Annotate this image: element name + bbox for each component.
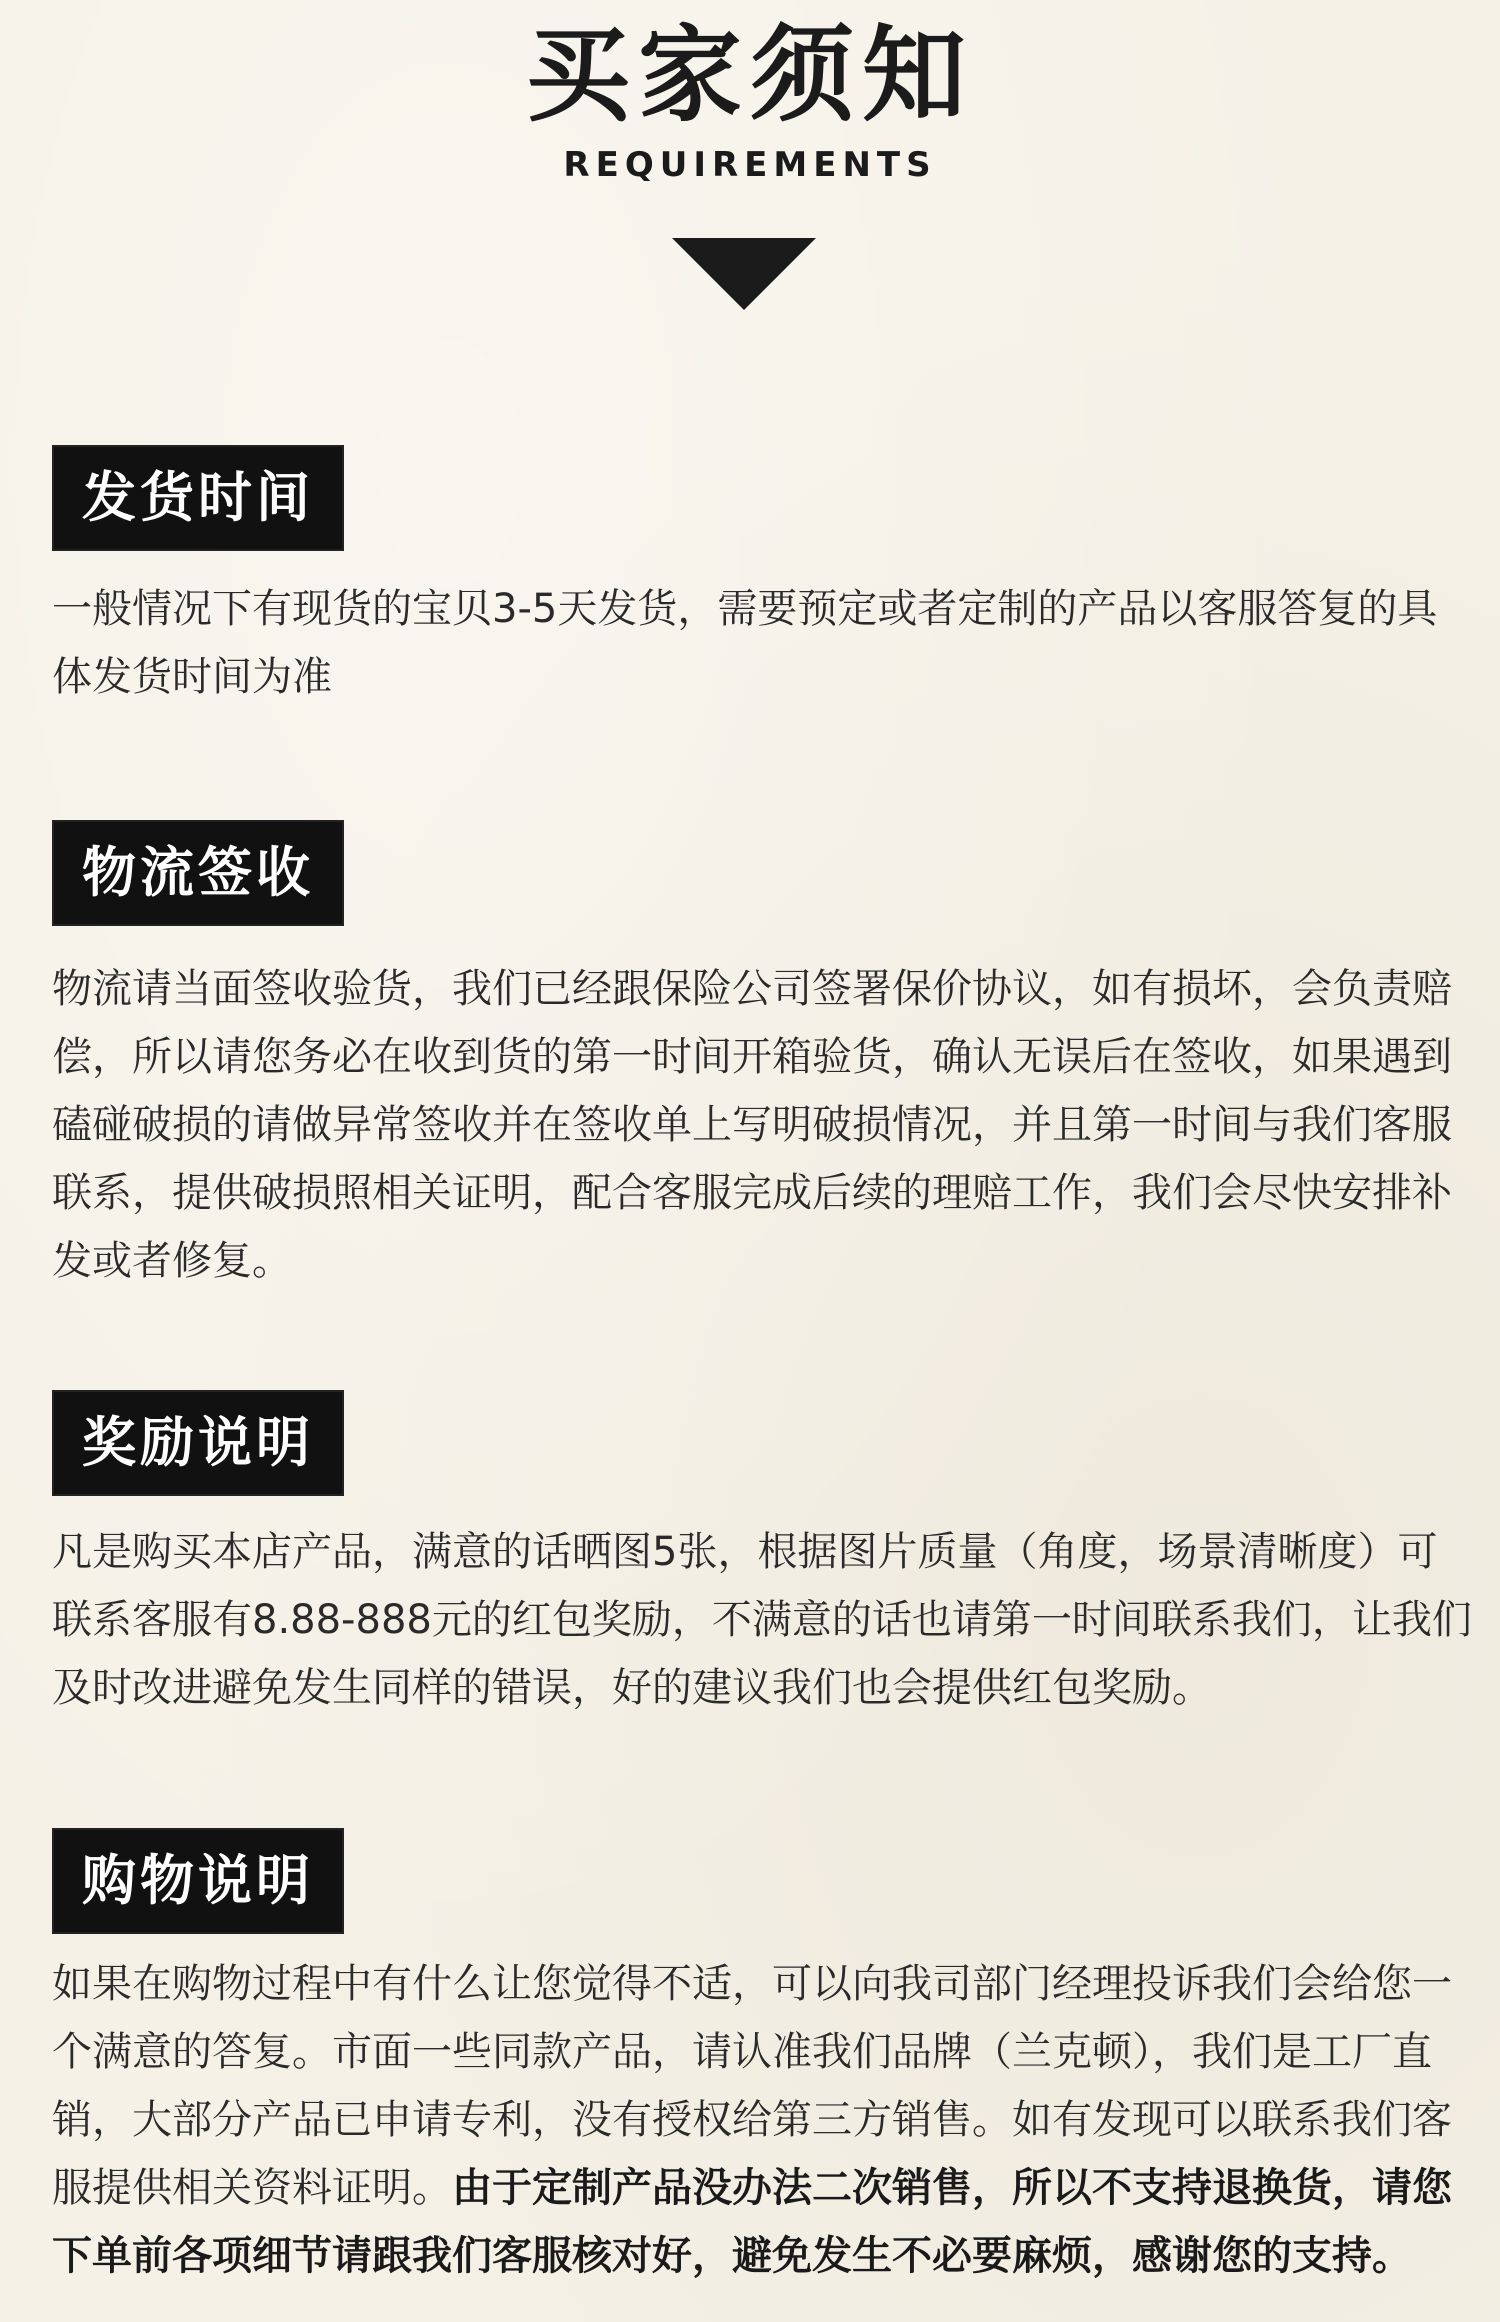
- section-text-shopping-info: [52, 1950, 1472, 2290]
- page-subtitle: REQUIREMENTS: [563, 145, 937, 185]
- section-text-shopping-info-bold: 由于定制产品没办法二次销售，所以不支持退换货，请您下单前各项细节请跟我们客服核对好，避免发生不必要麻烦，感谢您的支持。: [52, 2165, 1452, 2279]
- section-label-reward-info: 奖励说明: [52, 1390, 344, 1496]
- section-text-logistics-signing: 物流请当面签收验货，我们已经跟保险公司签署保价协议，如有损坏，会负责赔偿，所以请您务必在收到货的第一时间开箱验货，确认无误后在签收，如果遇到磕碰破损的请做异常签收并在签收单上写明破损情况，并且第一时间与我们客服联系，提供破损照相关证明，配合客服完成后续的理赔工作，我们会尽快安排补发或者修复。: [52, 966, 1452, 1284]
- section-label-shipping-time: 发货时间: [52, 445, 344, 551]
- section-label-shopping-info: 购物说明: [52, 1828, 344, 1934]
- page-title: 买家须知: [525, 14, 974, 136]
- section-text-shipping-time: 一般情况下有现货的宝贝3-5天发货，需要预定或者定制的产品以客服答复的具体发货时间为准: [52, 586, 1438, 700]
- section-text-reward-info: 凡是购买本店产品，满意的话晒图5张，根据图片质量（角度，场景清晰度）可联系客服有8.88-888元的红包奖励，不满意的话也请第一时间联系我们，让我们及时改进避免发生同样的错误，好的建议我们也会提供红包奖励。: [52, 1529, 1472, 1711]
- section-text-shopping-info-normal: 如果在购物过程中有什么让您觉得不适，可以向我司部门经理投诉我们会给您一个满意的答复。市面一些同款产品，请认准我们品牌（兰克顿），我们是工厂直销，大部分产品已申请专利，没有授权给第三方销售。如有发现可以联系我们客服提供相关资料证明。: [52, 1961, 1452, 2211]
- section-label-logistics-signing: 物流签收: [52, 820, 344, 926]
- down-arrow-icon: [672, 238, 816, 310]
